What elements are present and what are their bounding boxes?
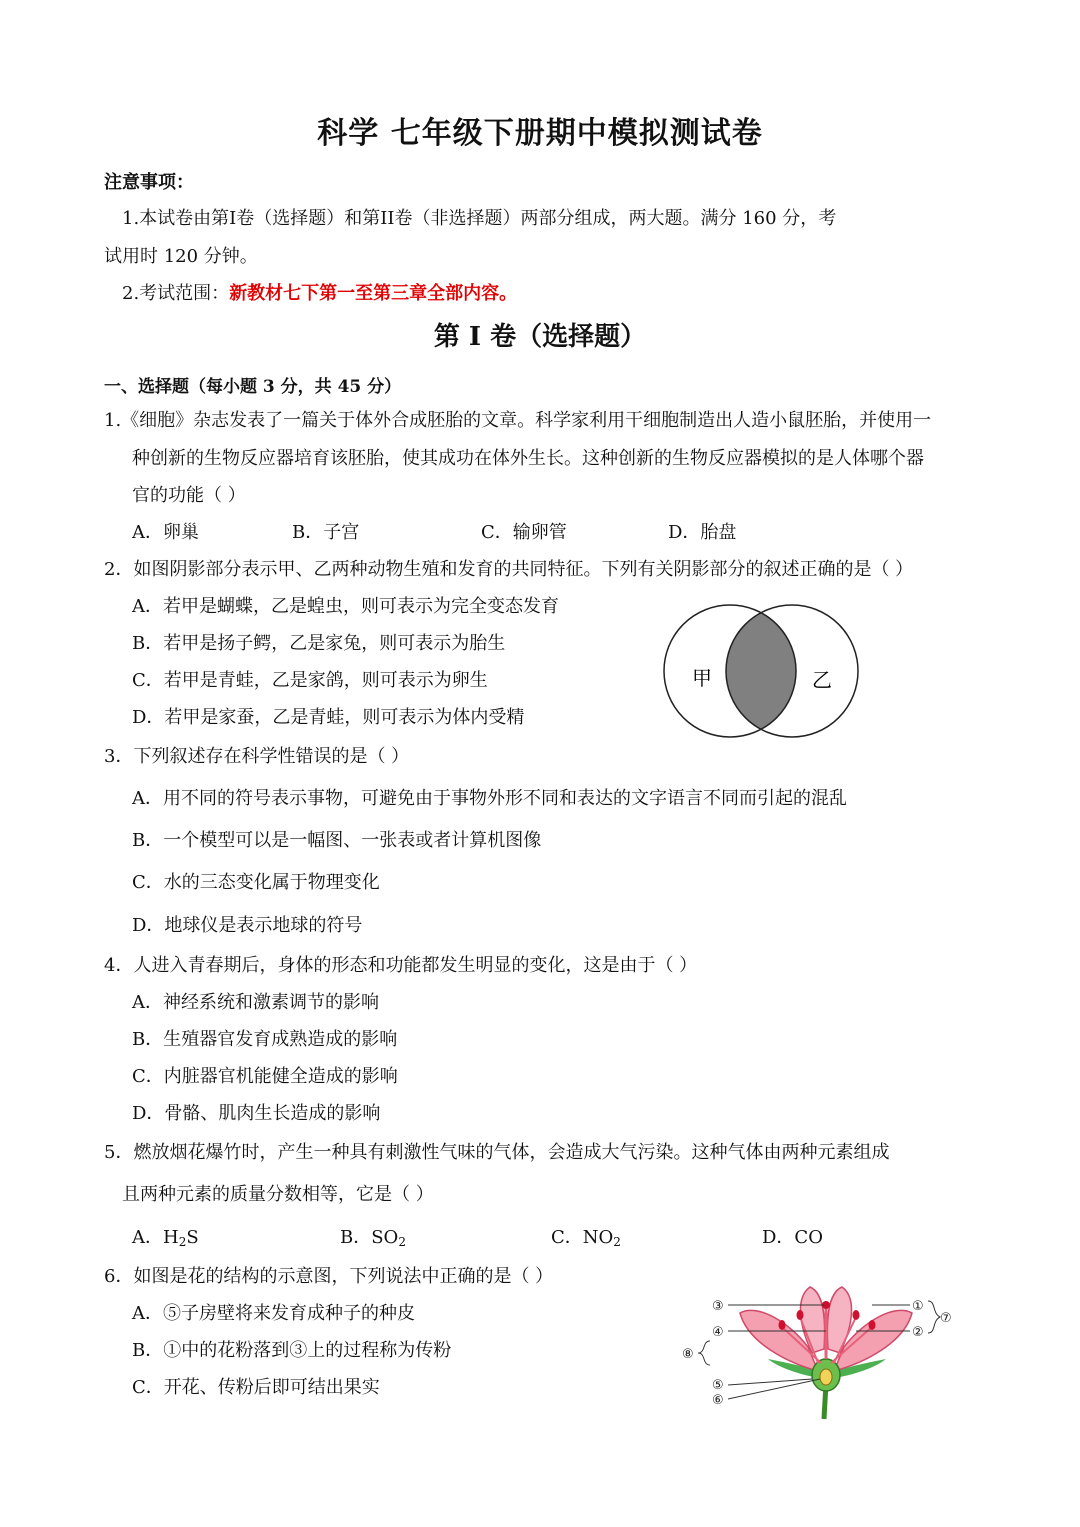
question-1-option-c[interactable]: C．输卵管 bbox=[481, 522, 567, 543]
question-1-option-a[interactable]: A．卵巢 bbox=[132, 522, 199, 543]
flower-label-6: ⑥ bbox=[712, 1393, 724, 1408]
flower-anther-1 bbox=[797, 1310, 804, 1320]
venn-diagram bbox=[662, 603, 862, 739]
question-5-option-a[interactable]: A．$H_2S$ bbox=[132, 1227, 199, 1249]
question-6-option-b[interactable]: B．①中的花粉落到③上的过程称为传粉 bbox=[132, 1340, 452, 1361]
question-2-line-1: 2．如图阴影部分表示甲、乙两种动物生殖和发育的共同特征。下列有关阴影部分的叙述正确的是（ ） bbox=[104, 559, 914, 580]
question-2-option-b[interactable]: B．若甲是扬子鳄，乙是家兔，则可表示为胎生 bbox=[132, 633, 506, 654]
question-5-line-2: 且两种元素的质量分数相等，它是（ ） bbox=[122, 1184, 434, 1205]
flower-label-3: ③ bbox=[712, 1299, 724, 1314]
flower-label-7: ⑦ bbox=[940, 1311, 952, 1326]
question-5-option-d[interactable]: D．CO bbox=[762, 1227, 823, 1248]
flower-anther-3 bbox=[779, 1320, 786, 1330]
notice-heading: 注意事项： bbox=[104, 172, 194, 193]
question-6-line-1: 6．如图是花的结构的示意图，下列说法中正确的是（ ） bbox=[104, 1266, 554, 1287]
notice-item2 bbox=[122, 279, 517, 305]
question-4-line-1: 4．人进入青春期后，身体的形态和功能都发生明显的变化，这是由于（ ） bbox=[104, 955, 698, 976]
question-1-option-b[interactable]: B．子宫 bbox=[292, 522, 360, 543]
venn-label-jia: 甲 bbox=[692, 666, 712, 690]
question-1-line-1: 1.《细胞》杂志发表了一篇关于体外合成胚胎的文章。科学家利用干细胞制造出人造小鼠胚胎，并使用一 bbox=[104, 410, 932, 431]
question-1-line-3: 官的功能（ ） bbox=[132, 485, 246, 506]
venn-label-yi: 乙 bbox=[812, 668, 832, 692]
question-2-option-d[interactable]: D．若甲是家蚕，乙是青蛙，则可表示为体内受精 bbox=[132, 707, 525, 728]
question-3-option-c[interactable]: C．水的三态变化属于物理变化 bbox=[132, 872, 380, 893]
question-6-option-c[interactable]: C．开花、传粉后即可结出果实 bbox=[132, 1377, 380, 1398]
notice-item2-value: 新教材七下第一至第三章全部内容。 bbox=[229, 283, 518, 304]
question-5-line-1: 5．燃放烟花爆竹时，产生一种具有刺激性气味的气体，会造成大气污染。这种气体由两种元素组成 bbox=[104, 1142, 890, 1163]
flower-anther-2 bbox=[853, 1310, 860, 1320]
question-6-option-a[interactable]: A．⑤子房壁将来发育成种子的种皮 bbox=[132, 1303, 415, 1324]
part-heading: 一、选择题（每小题 3 分，共 45 分） bbox=[104, 377, 402, 397]
question-2-option-a[interactable]: A．若甲是蝴蝶，乙是蝗虫，则可表示为完全变态发育 bbox=[132, 596, 559, 617]
flower-label-1: ① bbox=[912, 1299, 924, 1314]
question-4-option-b[interactable]: B．生殖器官发育成熟造成的影响 bbox=[132, 1029, 398, 1050]
page-title: 科学 七年级下册期中模拟测试卷 bbox=[317, 116, 763, 151]
question-1-line-2: 种创新的生物反应器培育该胚胎，使其成功在体外生长。这种创新的生物反应器模拟的是人体哪个器 bbox=[132, 448, 924, 469]
question-3-line-1: 3．下列叙述存在科学性错误的是（ ） bbox=[104, 746, 410, 767]
question-2-option-c[interactable]: C．若甲是青蛙，乙是家鸽，则可表示为卵生 bbox=[132, 670, 488, 691]
notice-item1-line1: 1.本试卷由第I卷（选择题）和第II卷（非选择题）两部分组成，两大题。满分 160 分，考 bbox=[122, 208, 837, 229]
question-5-option-c[interactable]: C．$NO_2$ bbox=[551, 1227, 621, 1249]
flower-label-2: ② bbox=[912, 1325, 924, 1340]
notice-item1-line2: 试用时 120 分钟。 bbox=[104, 246, 258, 267]
flower-label-8: ⑧ bbox=[682, 1347, 694, 1362]
question-3-option-a[interactable]: A．用不同的符号表示事物，可避免由于事物外形不同和表达的文字语言不同而引起的混乱 bbox=[132, 788, 847, 809]
notice-item2-prefix: 2.考试范围： bbox=[122, 283, 230, 304]
question-4-option-a[interactable]: A．神经系统和激素调节的影响 bbox=[132, 992, 379, 1013]
section-title: 第 I 卷（选择题） bbox=[433, 322, 647, 352]
flower-anther-4 bbox=[869, 1320, 876, 1330]
question-4-option-c[interactable]: C．内脏器官机能健全造成的影响 bbox=[132, 1066, 398, 1087]
flower-label-4: ④ bbox=[712, 1325, 724, 1340]
question-3-option-d[interactable]: D．地球仪是表示地球的符号 bbox=[132, 915, 363, 936]
question-4-option-d[interactable]: D．骨骼、肌肉生长造成的影响 bbox=[132, 1103, 381, 1124]
question-5-option-b[interactable]: B．$SO_2$ bbox=[340, 1227, 406, 1249]
flower-ovule bbox=[820, 1369, 832, 1385]
question-3-option-b[interactable]: B．一个模型可以是一幅图、一张表或者计算机图像 bbox=[132, 830, 542, 851]
flower-diagram bbox=[678, 1283, 958, 1423]
question-1-option-d[interactable]: D．胎盘 bbox=[668, 522, 737, 543]
flower-label-5: ⑤ bbox=[712, 1378, 724, 1393]
